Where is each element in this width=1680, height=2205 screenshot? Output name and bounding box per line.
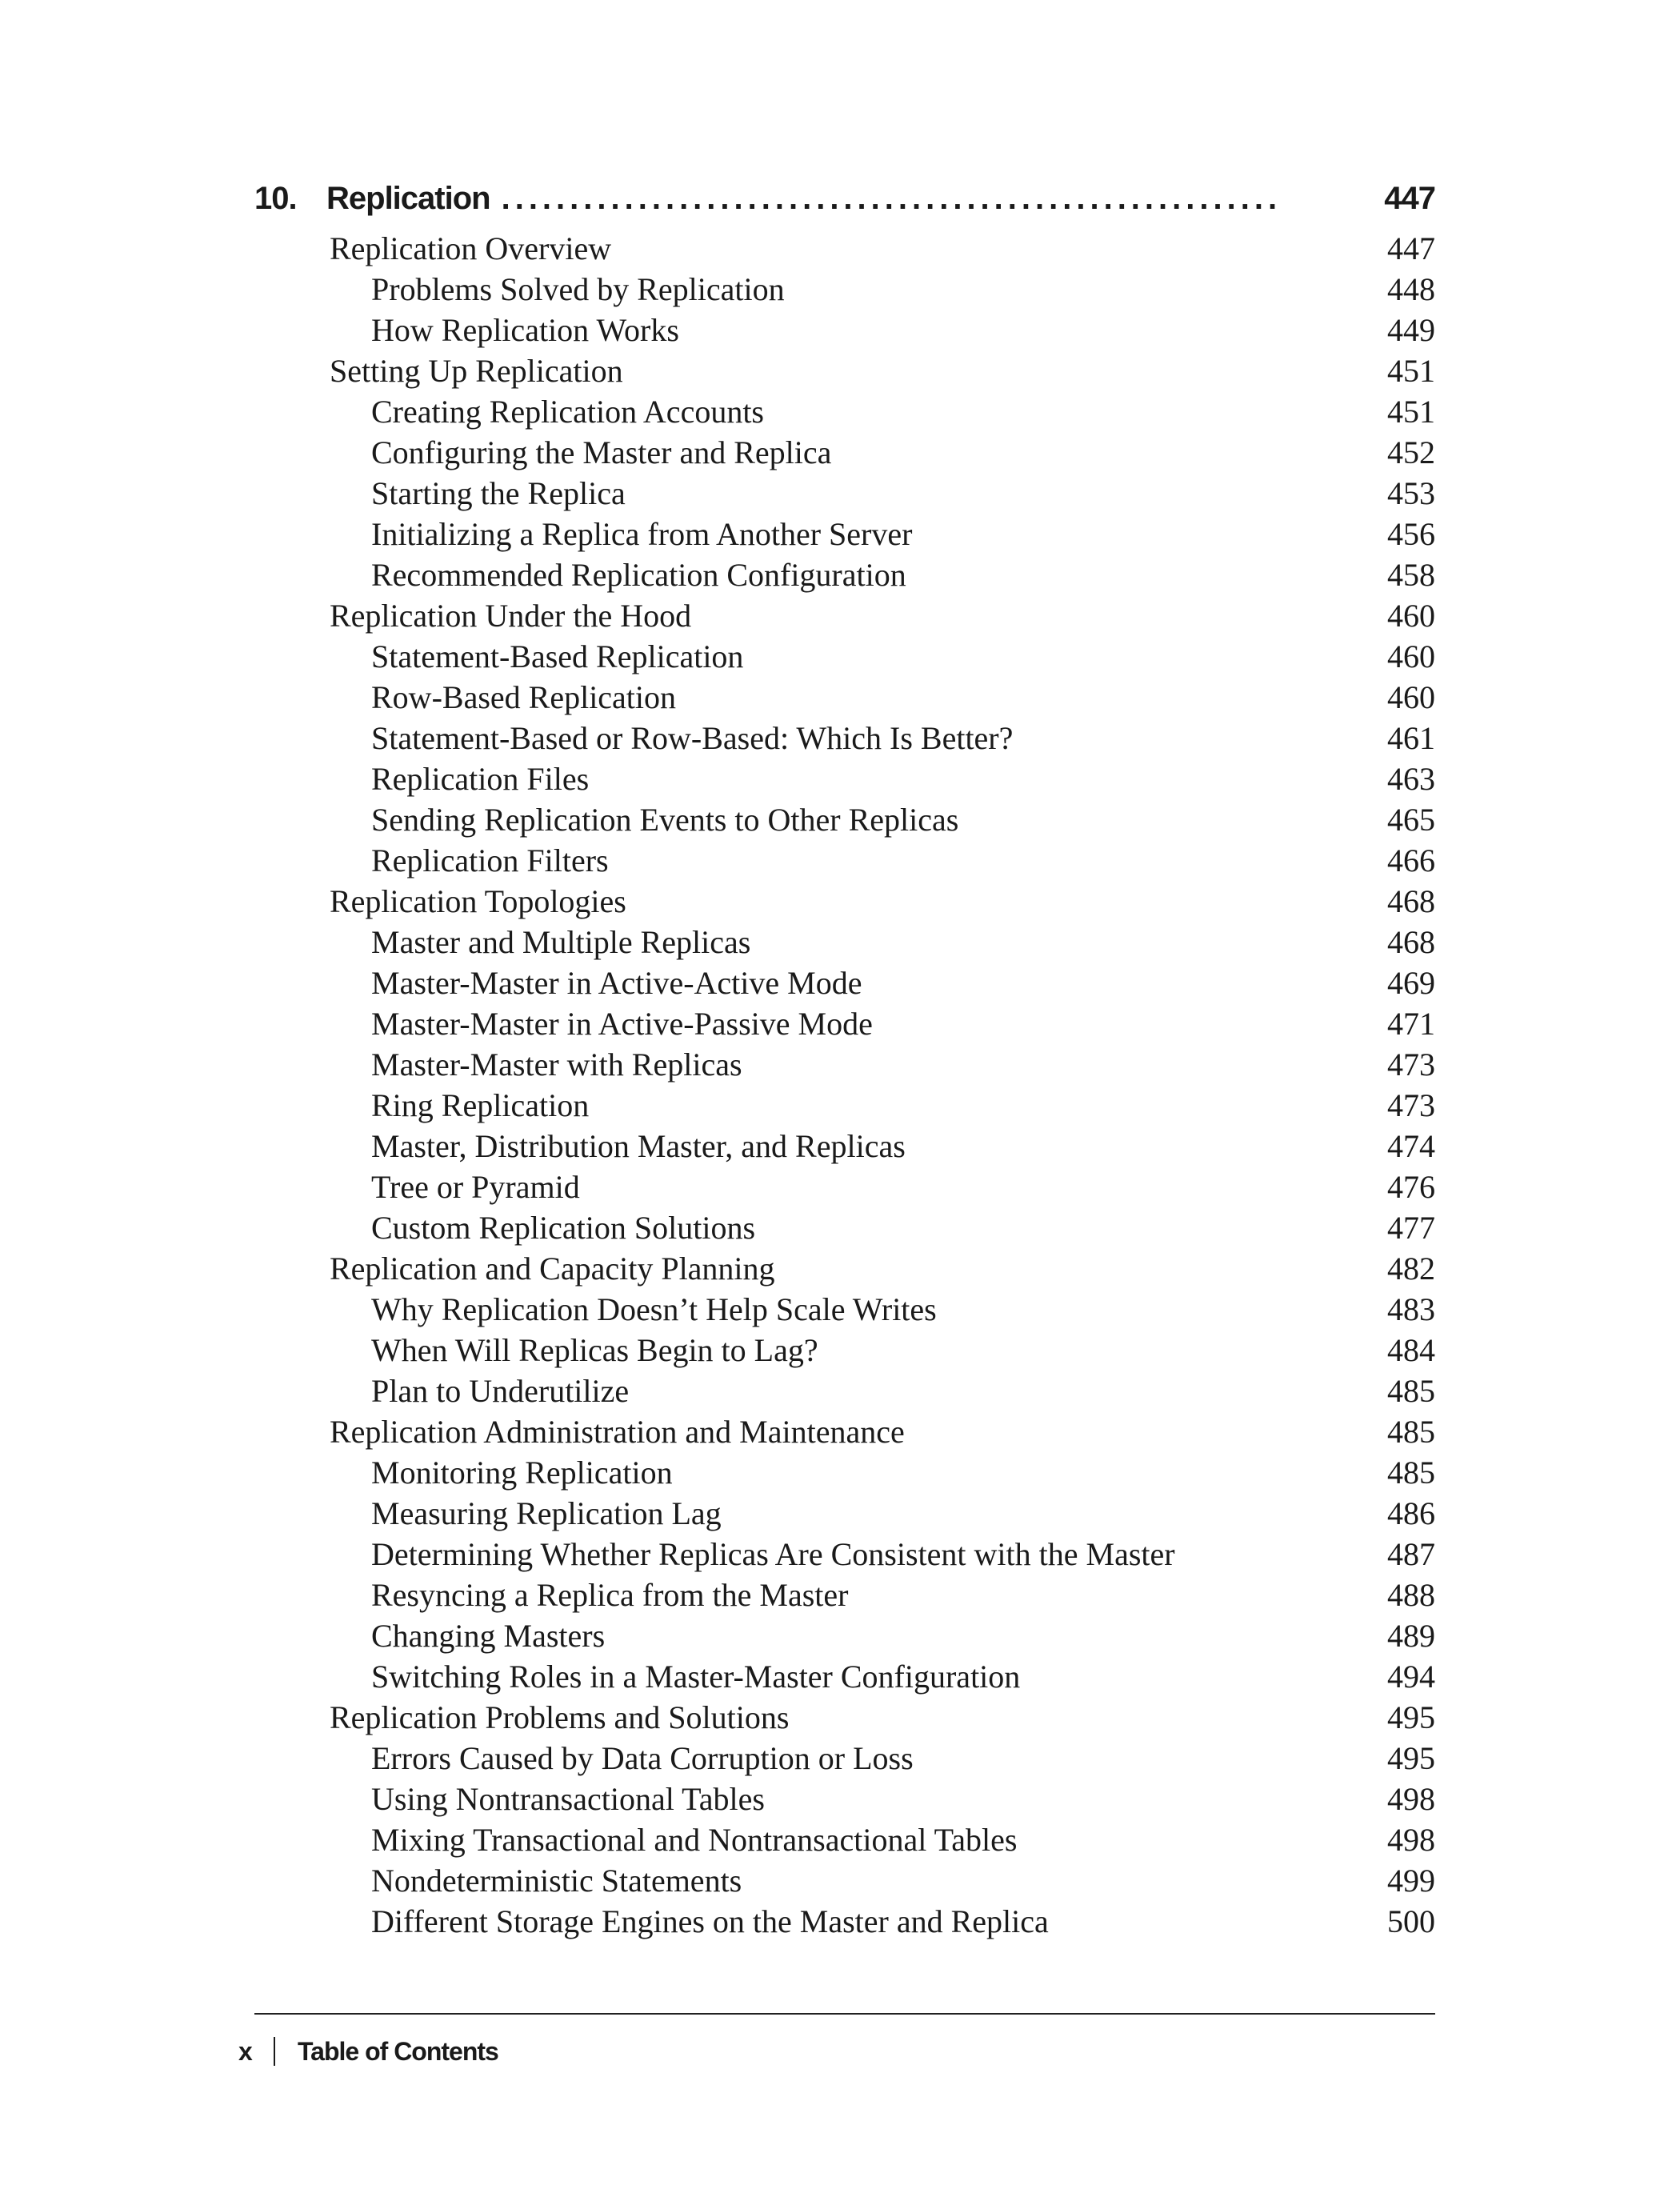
toc-subsection-entry[interactable] [330,1126,1435,1167]
toc-entry-page-number: 474 [1387,1128,1435,1164]
toc-entry-page-number: 468 [1387,883,1435,919]
toc-entry-label: Replication Files [371,761,590,797]
toc-subsection-entry[interactable] [330,1575,1435,1615]
toc-entry-page-number: 460 [1387,638,1435,674]
toc-entry-list [330,228,1435,1942]
toc-entry-label: Starting the Replica [371,475,626,511]
toc-entry-page-number: 460 [1387,679,1435,715]
toc-subsection-entry[interactable] [330,391,1435,432]
toc-entry-page-number: 499 [1387,1863,1435,1899]
toc-entry-label: Errors Caused by Data Corruption or Loss [371,1740,914,1776]
toc-entry-label: Sending Replication Events to Other Replicas [371,802,959,838]
toc-section-entry[interactable] [330,228,1435,269]
toc-entry-label: Replication Problems and Solutions [330,1699,790,1735]
toc-entry-label: Replication Topologies [330,883,626,919]
toc-section-entry[interactable] [330,1248,1435,1289]
toc-subsection-entry[interactable] [330,432,1435,473]
toc-section-entry[interactable] [330,1411,1435,1452]
toc-subsection-entry[interactable] [330,554,1435,595]
toc-entry-page-number: 477 [1387,1210,1435,1246]
toc-subsection-entry[interactable] [330,1452,1435,1493]
toc-entry-page-number: 483 [1387,1291,1435,1327]
toc-entry-label: Mixing Transactional and Nontransactional Tables [371,1822,1018,1858]
toc-entry-page-number: 489 [1387,1618,1435,1654]
toc-entry-page-number: 485 [1387,1455,1435,1491]
toc-subsection-entry[interactable] [330,1656,1435,1697]
toc-entry-page-number: 465 [1387,802,1435,838]
chapter-title: Replication [326,181,490,216]
toc-subsection-entry[interactable] [330,1779,1435,1819]
footer-separator [274,2037,275,2066]
toc-entry-label: Replication Administration and Maintenance [330,1414,905,1450]
toc-entry-label: Initializing a Replica from Another Server [371,516,913,552]
toc-entry-label: Custom Replication Solutions [371,1210,756,1246]
toc-entry-label: Replication Overview [330,230,612,266]
toc-entry-page-number: 482 [1387,1251,1435,1287]
toc-subsection-entry[interactable] [330,1289,1435,1330]
toc-subsection-entry[interactable] [330,840,1435,881]
toc-entry-label: Problems Solved by Replication [371,271,785,307]
toc-entry-page-number: 495 [1387,1740,1435,1776]
toc-entry-page-number: 487 [1387,1536,1435,1572]
toc-entry-page-number: 448 [1387,271,1435,307]
page-footer [238,2032,498,2071]
toc-entry-page-number: 460 [1387,598,1435,634]
toc-section-entry[interactable] [330,350,1435,391]
toc-entry-label: Row-Based Replication [371,679,677,715]
toc-entry-label: Different Storage Engines on the Master and Replica [371,1903,1049,1939]
toc-entry-page-number: 471 [1387,1006,1435,1042]
toc-entry-page-number: 451 [1387,394,1435,430]
toc-entry-label: Recommended Replication Configuration [371,557,906,593]
chapter-page-number: 447 [1384,181,1435,216]
toc-entry-label: Configuring the Master and Replica [371,434,832,470]
toc-entry-label: Plan to Underutilize [371,1373,630,1409]
toc-subsection-entry[interactable] [330,1615,1435,1656]
toc-entry-label: Switching Roles in a Master-Master Configuration [371,1659,1021,1695]
toc-entry-page-number: 468 [1387,924,1435,960]
toc-entry-label: Master-Master in Active-Passive Mode [371,1006,873,1042]
toc-subsection-entry[interactable] [330,677,1435,718]
toc-entry-page-number: 486 [1387,1495,1435,1531]
toc-entry-page-number: 461 [1387,720,1435,756]
chapter-leader-dots: ......................................................... [501,181,1282,216]
toc-entry-label: Master-Master in Active-Active Mode [371,965,862,1001]
toc-subsection-entry[interactable] [330,1085,1435,1126]
toc-entry-label: Changing Masters [371,1618,606,1654]
toc-entry-label: Nondeterministic Statements [371,1863,742,1899]
toc-entry-page-number: 463 [1387,761,1435,797]
toc-subsection-entry[interactable] [330,514,1435,554]
toc-subsection-entry[interactable] [330,1493,1435,1534]
toc-subsection-entry[interactable] [330,1371,1435,1411]
toc-section-entry[interactable] [330,595,1435,636]
toc-entry-label: Monitoring Replication [371,1455,673,1491]
toc-entry-page-number: 447 [1387,230,1435,266]
toc-subsection-entry[interactable] [330,1860,1435,1901]
toc-subsection-entry[interactable] [330,922,1435,962]
toc-entry-label: Measuring Replication Lag [371,1495,722,1531]
toc-entry-page-number: 473 [1387,1046,1435,1082]
toc-entry-label: Master and Multiple Replicas [371,924,751,960]
toc-entry-page-number: 498 [1387,1781,1435,1817]
toc-subsection-entry[interactable] [330,758,1435,799]
toc-subsection-entry[interactable] [330,718,1435,758]
chapter-heading[interactable] [254,181,1435,232]
toc-entry-page-number: 488 [1387,1577,1435,1613]
footer-divider [254,2013,1435,2015]
toc-entry-page-number: 456 [1387,516,1435,552]
toc-subsection-entry[interactable] [330,473,1435,514]
toc-entry-page-number: 498 [1387,1822,1435,1858]
toc-subsection-entry[interactable] [330,1901,1435,1942]
toc-entry-label: Tree or Pyramid [371,1169,580,1205]
toc-entry-label: Using Nontransactional Tables [371,1781,765,1817]
toc-subsection-entry[interactable] [330,310,1435,350]
toc-subsection-entry[interactable] [330,799,1435,840]
toc-entry-label: When Will Replicas Begin to Lag? [371,1332,818,1368]
toc-subsection-entry[interactable] [330,269,1435,310]
toc-entry-label: Replication and Capacity Planning [330,1251,775,1287]
toc-section-entry[interactable] [330,1697,1435,1738]
toc-entry-page-number: 494 [1387,1659,1435,1695]
toc-entry-page-number: 451 [1387,353,1435,389]
chapter-number: 10. [254,181,297,216]
toc-subsection-entry[interactable] [330,1044,1435,1085]
toc-section-entry[interactable] [330,881,1435,922]
toc-entry-label: Determining Whether Replicas Are Consistent with the Master [371,1536,1175,1572]
toc-entry-page-number: 466 [1387,842,1435,878]
footer-section-title: Table of Contents [298,2036,498,2066]
toc-entry-label: Why Replication Doesn’t Help Scale Writes [371,1291,937,1327]
toc-entry-page-number: 485 [1387,1414,1435,1450]
toc-subsection-entry[interactable] [330,1003,1435,1044]
toc-entry-page-number: 458 [1387,557,1435,593]
toc-entry-label: Master-Master with Replicas [371,1046,742,1082]
toc-entry-page-number: 484 [1387,1332,1435,1368]
toc-entry-page-number: 473 [1387,1087,1435,1123]
toc-entry-label: Statement-Based Replication [371,638,744,674]
toc-subsection-entry[interactable] [330,1819,1435,1860]
toc-entry-label: Statement-Based or Row-Based: Which Is Better? [371,720,1014,756]
toc-subsection-entry[interactable] [330,962,1435,1003]
toc-entry-page-number: 453 [1387,475,1435,511]
toc-entry-label: Ring Replication [371,1087,590,1123]
toc-entry-label: Setting Up Replication [330,353,623,389]
toc-subsection-entry[interactable] [330,636,1435,677]
toc-entry-label: Replication Filters [371,842,609,878]
toc-entry-label: Resyncing a Replica from the Master [371,1577,849,1613]
toc-entry-page-number: 449 [1387,312,1435,348]
toc-entry-page-number: 452 [1387,434,1435,470]
toc-entry-page-number: 476 [1387,1169,1435,1205]
toc-subsection-entry[interactable] [330,1207,1435,1248]
toc-entry-page-number: 469 [1387,965,1435,1001]
toc-subsection-entry[interactable] [330,1167,1435,1207]
toc-entry-page-number: 485 [1387,1373,1435,1409]
toc-entry-label: Replication Under the Hood [330,598,692,634]
toc-subsection-entry[interactable] [330,1330,1435,1371]
toc-entry-label: Creating Replication Accounts [371,394,764,430]
toc-entry-label: How Replication Works [371,312,679,348]
toc-entry-label: Master, Distribution Master, and Replicas [371,1128,906,1164]
toc-entry-page-number: 500 [1387,1903,1435,1939]
footer-page-number: x [238,2036,252,2066]
toc-subsection-entry[interactable] [330,1534,1435,1575]
toc-entry-page-number: 495 [1387,1699,1435,1735]
toc-subsection-entry[interactable] [330,1738,1435,1779]
